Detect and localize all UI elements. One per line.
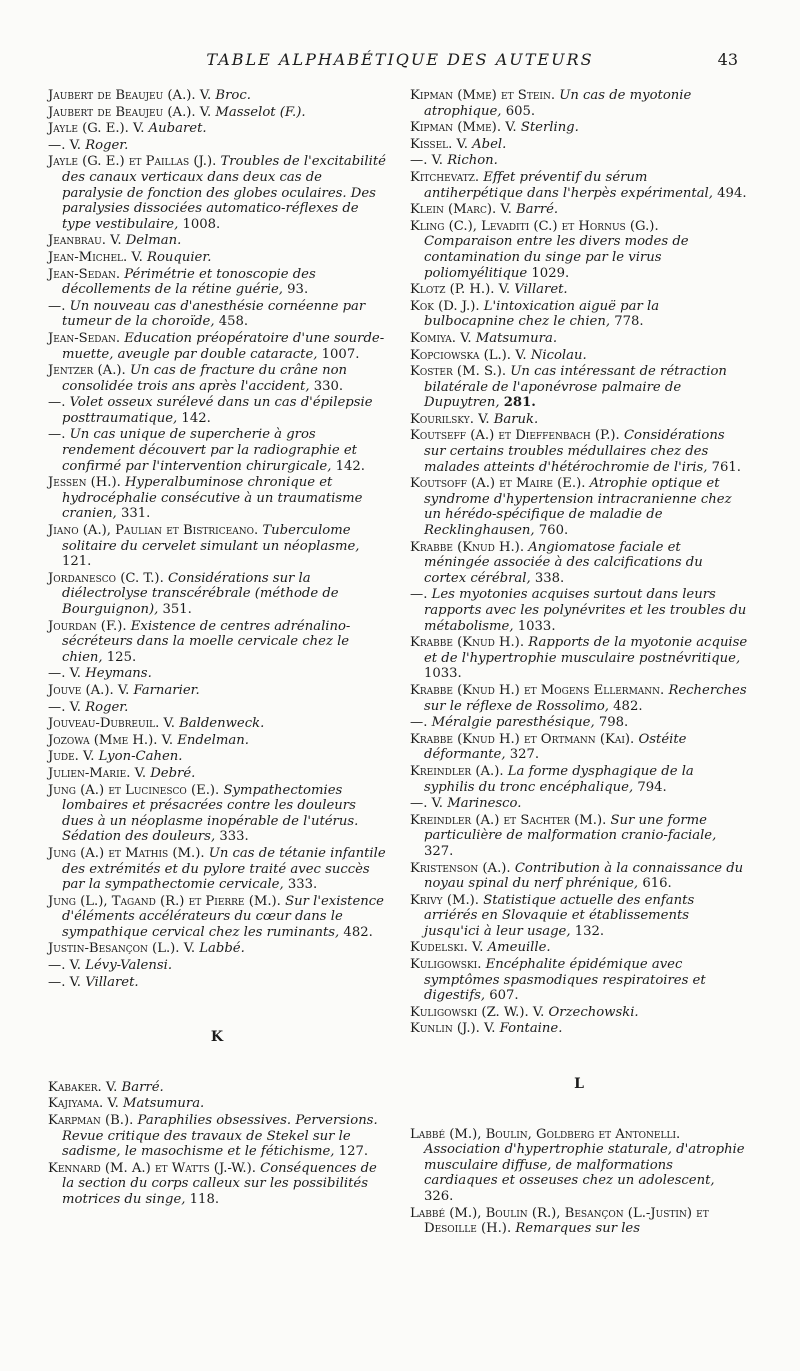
entry-work: Aubaret. bbox=[148, 121, 207, 137]
entry-work: Sympathectomies lombaires et présacrées contre les douleurs dues à un néoplasme inopérable de l'utérus. Sédation des douleurs, bbox=[62, 782, 359, 845]
entry-author: —. bbox=[48, 395, 66, 411]
index-entry bbox=[410, 683, 748, 714]
entry-page: 482. bbox=[608, 698, 643, 714]
entry-author: Kuligowski (Z. W.). bbox=[410, 1004, 529, 1020]
entry-author: Jordanesco (C. T.). bbox=[48, 570, 164, 586]
entry-page: 338. bbox=[530, 570, 565, 586]
entry-separator: V. bbox=[501, 120, 521, 136]
entry-author: Kok (D. J.). bbox=[410, 298, 480, 314]
index-entry bbox=[48, 1080, 386, 1096]
entry-separator: V. bbox=[65, 666, 86, 682]
entry-work: Richon. bbox=[447, 153, 498, 169]
index-entry bbox=[48, 619, 386, 666]
index-entry bbox=[48, 88, 386, 104]
entry-author: —. bbox=[410, 587, 428, 603]
entry-work: Villaret. bbox=[85, 974, 139, 990]
index-entry bbox=[48, 783, 386, 845]
entry-author: Kopciowska (L.). bbox=[410, 347, 512, 363]
entry-page: 1029. bbox=[527, 265, 570, 281]
left-column bbox=[48, 88, 386, 1209]
index-entry bbox=[410, 412, 748, 428]
entry-page: 121. bbox=[62, 554, 92, 570]
entry-author: —. bbox=[410, 715, 428, 731]
index-entry bbox=[48, 683, 386, 699]
entry-author: Kudelski. bbox=[410, 940, 468, 956]
index-entry bbox=[48, 846, 386, 893]
index-entry bbox=[410, 540, 748, 587]
entry-work: La forme dysphagique de la syphilis du tronc encéphalique, bbox=[424, 763, 694, 795]
entry-work: Existence de centres adrénalino-sécréteurs dans la moelle cervicale chez le chien, bbox=[62, 618, 351, 665]
entry-work: Tuberculome solitaire du cervelet simulant un néoplasme, bbox=[62, 523, 360, 554]
entry-author: Karpman (B.). bbox=[48, 1113, 134, 1129]
entry-author: Kunlin (J.). bbox=[410, 1021, 480, 1037]
entry-work: Atrophie optique et syndrome d'hypertension intracranienne chez un hérédo-spécifique de maladie de Recklinghausen, bbox=[424, 476, 732, 539]
index-entry bbox=[48, 733, 386, 749]
entry-work: Encéphalite épidémique avec symptômes spasmodiques respiratoires et digestifs, bbox=[424, 957, 706, 1004]
entry-author: Jourdan (F.). bbox=[48, 618, 127, 634]
entry-author: Krivy (M.). bbox=[410, 892, 479, 908]
index-entry bbox=[48, 105, 386, 121]
entry-separator: V. bbox=[65, 699, 86, 715]
entry-separator: V. bbox=[179, 941, 200, 957]
entry-page: 1007. bbox=[317, 346, 360, 362]
index-entry bbox=[48, 958, 386, 974]
entry-author: Kissel. bbox=[410, 136, 453, 152]
page-number: 43 bbox=[717, 50, 738, 69]
entry-work: Considérations sur certains troubles médullaires chez des malades atteints d'hétérochromie de l'iris, bbox=[424, 428, 725, 475]
entry-separator: V. bbox=[427, 796, 448, 812]
index-entry bbox=[48, 121, 386, 137]
entry-author: Kuligowski. bbox=[410, 957, 482, 973]
entry-work: Delman. bbox=[125, 233, 182, 249]
index-entry bbox=[410, 331, 748, 347]
entry-author: Labbé (M.), Boulin (R.), Besançon (L.-Justin) et Desoille (H.). bbox=[410, 1205, 709, 1237]
entry-separator: V. bbox=[128, 121, 149, 137]
entry-author: Jiano (A.), Paulian et Bistriceano. bbox=[48, 523, 259, 539]
entry-author: Koster (M. S.). bbox=[410, 364, 507, 380]
index-entry bbox=[48, 427, 386, 474]
entry-author: Julien-Marie. bbox=[48, 765, 131, 781]
entry-page: 125. bbox=[102, 649, 137, 665]
index-entry bbox=[48, 138, 386, 154]
index-entry bbox=[410, 1005, 748, 1021]
entry-author: Krabbe (Knud H.). bbox=[410, 635, 525, 651]
entry-page: 761. bbox=[707, 459, 741, 475]
entry-work: Méralgie paresthésique, bbox=[431, 715, 595, 731]
index-entry bbox=[48, 716, 386, 732]
entry-separator: V. bbox=[511, 347, 531, 363]
entry-author: Jayle (G. E.). bbox=[48, 121, 129, 137]
index-entry bbox=[48, 1113, 386, 1160]
entry-page: 778. bbox=[610, 314, 644, 330]
entry-author: Kristenson (A.). bbox=[410, 860, 511, 876]
index-entry bbox=[48, 267, 386, 298]
index-entry bbox=[410, 796, 748, 812]
entry-work: Fontaine. bbox=[499, 1021, 563, 1037]
index-entry bbox=[410, 88, 748, 119]
entry-work: Un cas unique de supercherie à gros rendement découvert par la radiographie et confirmé par l'intervention chirurgicale, bbox=[62, 427, 357, 474]
index-entry bbox=[48, 666, 386, 682]
index-entry bbox=[48, 941, 386, 957]
entry-work: Nicolau. bbox=[530, 347, 587, 363]
entry-author: —. bbox=[48, 298, 66, 314]
running-title: TABLE ALPHABÉTIQUE DES AUTEURS bbox=[206, 50, 594, 69]
entry-page: 616. bbox=[638, 876, 672, 892]
entry-work: Recherches sur le réflexe de Rossolimo, bbox=[424, 682, 747, 714]
entry-page: 798. bbox=[594, 715, 629, 731]
entry-work: Un cas intéressant de rétraction bilatérale de l'aponévrose palmaire de Dupuytren, bbox=[424, 364, 727, 411]
entry-author: Klotz (P. H.). bbox=[410, 282, 495, 298]
entry-author: Kipman (Mme) et Stein. bbox=[410, 88, 556, 103]
entry-separator: V. bbox=[455, 330, 476, 346]
right-column bbox=[410, 88, 748, 1238]
entry-work: Debré. bbox=[150, 765, 196, 781]
entry-page: 794. bbox=[633, 779, 667, 795]
entry-author: Jean-Sedan. bbox=[48, 266, 121, 282]
index-entry bbox=[410, 861, 748, 892]
entry-work: Périmétrie et tonoscopie des décollements de la rétine guérie, bbox=[62, 266, 316, 298]
entry-work: Broc. bbox=[215, 88, 251, 103]
entry-author: Kennard (M. A.) et Watts (J.-W.). bbox=[48, 1160, 256, 1176]
entry-page: 333. bbox=[283, 877, 318, 893]
entry-work: Barré. bbox=[121, 1079, 164, 1095]
index-entry bbox=[410, 120, 748, 136]
entry-work: L'intoxication aiguë par la bulbocapnine chez le chien, bbox=[424, 298, 660, 330]
entry-author: Koutseff (A.) et Dieffenbach (P.). bbox=[410, 428, 620, 444]
entry-author: Klein (Marc). bbox=[410, 202, 497, 218]
entry-separator: V. bbox=[427, 153, 448, 169]
entry-separator: V. bbox=[473, 411, 494, 427]
entry-work: Statistique actuelle des enfants arriérés en Slovaquie et établissements jusqu'ici à leur usage, bbox=[424, 892, 695, 939]
entry-page: 330. bbox=[309, 378, 344, 394]
entry-page: 93. bbox=[282, 282, 309, 298]
entry-separator: V. bbox=[105, 233, 126, 249]
index-entry bbox=[410, 957, 748, 1004]
entry-work: Roger. bbox=[85, 137, 129, 153]
entry-author: Kabaker. bbox=[48, 1079, 102, 1095]
index-entry bbox=[48, 1161, 386, 1208]
entry-author: Kreindler (A.) et Sachter (M.). bbox=[410, 812, 607, 828]
index-entry bbox=[410, 764, 748, 795]
entry-work: Considérations sur la diélectrolyse transcérébrale (méthode de Bourguignon), bbox=[62, 570, 339, 617]
entry-work: Angiomatose faciale et méningée associée à des calcifications du cortex cérébral, bbox=[424, 539, 703, 586]
entry-separator: V. bbox=[452, 136, 473, 152]
entry-work: Farnarier. bbox=[133, 682, 200, 698]
entry-page: 142. bbox=[331, 458, 365, 474]
entry-work: Paraphilies obsessives. Perversions. Revue critique des travaux de Stekel sur le sadisme, le masochisme et le fétichisme, bbox=[62, 1113, 378, 1160]
entry-page: 118. bbox=[185, 1192, 220, 1207]
entry-page: 142. bbox=[177, 410, 211, 426]
entry-author: —. bbox=[48, 666, 66, 682]
entry-work: Troubles de l'excitabilité des canaux verticaux dans deux cas de paralysie de fonction des globes oculaires. Des paralysies dissociées automatico-réflexes de type vestibulaire, bbox=[62, 154, 386, 232]
index-entry bbox=[410, 893, 748, 940]
entry-work: Volet osseux surélevé dans un cas d'épilepsie posttraumatique, bbox=[62, 395, 373, 426]
entry-author: Jeanbrau. bbox=[48, 233, 106, 249]
entry-work: Baruk. bbox=[493, 411, 539, 427]
entry-author: Jaubert de Beaujeu (A.). bbox=[48, 104, 196, 120]
entry-separator: V. bbox=[65, 958, 86, 974]
entry-author: Kreindler (A.). bbox=[410, 763, 504, 779]
entry-separator: V. bbox=[103, 1096, 123, 1112]
entry-work: Association d'hypertrophie staturale, d'atrophie musculaire diffuse, de malformations cardiaques et osseuses chez un adolescent, bbox=[424, 1142, 745, 1189]
entry-separator: V. bbox=[467, 940, 488, 956]
entry-author: Jouve (A.). bbox=[48, 682, 114, 698]
entry-work: Lyon-Cahen. bbox=[98, 749, 183, 765]
entry-work: Les myotonies acquises surtout dans leurs rapports avec les polynévrites et les troubles du métabolisme, bbox=[424, 587, 747, 634]
entry-page: 127. bbox=[334, 1144, 369, 1160]
index-entry bbox=[410, 299, 748, 330]
section-heading: L bbox=[574, 1076, 584, 1093]
index-entry bbox=[410, 170, 748, 201]
entry-author: —. bbox=[410, 796, 428, 812]
index-entry bbox=[48, 233, 386, 249]
entry-work: Sterling. bbox=[520, 120, 579, 136]
entry-page: 458. bbox=[214, 314, 249, 330]
entry-separator: V. bbox=[494, 282, 515, 298]
entry-author: Kourilsky. bbox=[410, 411, 474, 427]
index-entry bbox=[48, 299, 386, 330]
entry-author: Jean-Michel. bbox=[48, 249, 128, 265]
entry-author: —. bbox=[48, 699, 66, 715]
entry-author: Kling (C.), Levaditi (C.) et Hornus (G.). bbox=[410, 218, 659, 234]
entry-work: Rapports de la myotonie acquise et de l'hypertrophie musculaire postnévritique, bbox=[424, 635, 748, 666]
entry-work: Conséquences de la section du corps calleux sur les possibilités motrices du singe, bbox=[62, 1160, 377, 1207]
index-entry bbox=[48, 395, 386, 426]
index-entry bbox=[410, 137, 748, 153]
index-entry bbox=[48, 975, 386, 991]
entry-work: Matsumura. bbox=[122, 1096, 205, 1112]
entry-page: 351. bbox=[158, 602, 192, 617]
entry-author: Jung (A.) et Lucinesco (E.). bbox=[48, 782, 220, 798]
entry-page: 605. bbox=[501, 103, 536, 119]
entry-work: Lévy-Valensi. bbox=[85, 958, 173, 974]
entry-page: 333. bbox=[215, 829, 249, 845]
entry-separator: V. bbox=[496, 202, 516, 218]
entry-separator: V. bbox=[127, 249, 148, 265]
entry-work: Education préopératoire d'une sourde-muette, aveugle par double cataracte, bbox=[62, 330, 385, 362]
entry-author: —. bbox=[48, 958, 66, 974]
index-entry bbox=[48, 331, 386, 362]
index-entry bbox=[48, 250, 386, 266]
entry-page: 326. bbox=[424, 1189, 454, 1204]
entry-author: Jozowa (Mme H.). bbox=[48, 732, 158, 748]
entry-work: Baldenweck. bbox=[179, 716, 265, 732]
index-entry bbox=[410, 282, 748, 298]
entry-author: Kajiyama. bbox=[48, 1096, 104, 1112]
entry-work: Sur l'existence d'éléments accélérateurs du cœur dans le sympathique cervical chez les ruminants, bbox=[62, 893, 384, 940]
index-entry bbox=[410, 476, 748, 538]
entry-separator: V. bbox=[479, 1021, 500, 1037]
entry-author: Jouveau-Dubreuil. bbox=[48, 716, 160, 732]
section-heading: K bbox=[210, 1029, 224, 1046]
entry-work: Orzechowski. bbox=[548, 1004, 639, 1020]
index-entry bbox=[48, 1096, 386, 1112]
entry-work: Un cas de fracture du crâne non consolidée trois ans après l'accident, bbox=[62, 363, 348, 394]
entry-work: Labbé. bbox=[199, 941, 245, 957]
entry-author: Kitchevatz. bbox=[410, 169, 480, 185]
index-entry bbox=[410, 153, 748, 169]
entry-author: Krabbe (Knud H.) et Mogens Ellermann. bbox=[410, 682, 665, 698]
index-entry bbox=[410, 202, 748, 218]
entry-author: —. bbox=[48, 974, 66, 990]
entry-author: Krabbe (Knud H.) et Ortmann (Kai). bbox=[410, 731, 635, 747]
entry-separator: V. bbox=[157, 732, 178, 748]
entry-separator: V. bbox=[528, 1004, 549, 1020]
index-entry bbox=[410, 715, 748, 731]
entry-page: 607. bbox=[485, 988, 519, 1004]
entry-author: Justin-Besançon (L.). bbox=[48, 941, 180, 957]
entry-author: Labbé (M.), Boulin, Goldberg et Antonelli. bbox=[410, 1126, 681, 1142]
entry-separator: V. bbox=[195, 104, 216, 120]
entry-author: Komiya. bbox=[410, 330, 456, 346]
index-entry bbox=[48, 571, 386, 618]
entry-page: 331. bbox=[116, 506, 151, 522]
entry-page: 1008. bbox=[178, 216, 221, 232]
entry-work: Un cas de myotonie atrophique, bbox=[424, 88, 692, 119]
index-entry bbox=[48, 766, 386, 782]
entry-work: Comparaison entre les divers modes de contamination du singe par le virus poliomyélitique bbox=[424, 234, 689, 281]
entry-work: Villaret. bbox=[514, 282, 568, 298]
entry-author: Jean-Sedan. bbox=[48, 330, 121, 346]
index-entry bbox=[410, 1206, 748, 1237]
entry-work: Matsumura. bbox=[475, 330, 558, 346]
index-entry bbox=[410, 635, 748, 682]
index-entry bbox=[410, 219, 748, 281]
entry-author: —. bbox=[48, 427, 66, 443]
entry-separator: V. bbox=[113, 682, 134, 698]
entry-work: Hyperalbuminose chronique et hydrocéphalie consécutive à un traumatisme cranien, bbox=[62, 475, 363, 522]
entry-page: 1033. bbox=[513, 618, 556, 634]
entry-work: Effet préventif du sérum antiherpétique dans l'herpès expérimental, bbox=[424, 169, 713, 201]
entry-separator: V. bbox=[65, 137, 86, 153]
index-entry bbox=[410, 813, 748, 860]
entry-author: Jentzer (A.). bbox=[48, 363, 126, 379]
entry-work: Masselot (F.). bbox=[215, 104, 306, 120]
entry-page: 482. bbox=[339, 924, 373, 940]
entry-author: Koutsoff (A.) et Maire (E.). bbox=[410, 476, 586, 492]
index-entry bbox=[410, 1021, 748, 1037]
entry-page-bold: 281. bbox=[503, 395, 536, 411]
entry-separator: V. bbox=[195, 88, 216, 103]
entry-page: 760. bbox=[534, 523, 569, 539]
index-entry bbox=[410, 587, 748, 634]
entry-separator: V. bbox=[101, 1079, 122, 1095]
entry-author: Jung (A.) et Mathis (M.). bbox=[48, 845, 205, 861]
index-entry bbox=[410, 364, 748, 411]
index-entry bbox=[410, 732, 748, 763]
entry-page: 494. bbox=[712, 185, 747, 201]
index-entry bbox=[410, 428, 748, 475]
entry-separator: V. bbox=[159, 716, 180, 732]
entry-work: Remarques sur les bbox=[515, 1221, 640, 1237]
entry-work: Un cas de tétanie infantile des extrémités et du pylore traité avec succès par la sympathectomie cervicale, bbox=[62, 845, 386, 893]
entry-work: Rouquier. bbox=[147, 249, 212, 265]
index-entry bbox=[410, 940, 748, 956]
entry-author: Jude. bbox=[48, 749, 79, 765]
entry-author: Jessen (H.). bbox=[48, 475, 121, 491]
index-entry bbox=[48, 894, 386, 941]
entry-author: —. bbox=[410, 153, 428, 169]
entry-separator: V. bbox=[130, 765, 151, 781]
entry-author: Jung (L.), Tagand (R.) et Pierre (M.). bbox=[48, 893, 281, 909]
entry-work: Barré. bbox=[515, 202, 559, 218]
entry-author: Krabbe (Knud H.). bbox=[410, 539, 525, 555]
entry-page: 327. bbox=[505, 747, 540, 763]
index-entry bbox=[410, 348, 748, 364]
index-entry bbox=[48, 523, 386, 570]
entry-author: —. bbox=[48, 137, 66, 153]
index-entry bbox=[48, 363, 386, 394]
entry-work: Marinesco. bbox=[447, 796, 522, 812]
entry-page: 1033. bbox=[424, 666, 462, 682]
entry-work: Endelman. bbox=[177, 732, 249, 748]
entry-author: Jayle (G. E.) et Paillas (J.). bbox=[48, 154, 217, 170]
entry-author: Jaubert de Beaujeu (A.). bbox=[48, 88, 196, 103]
entry-separator: V. bbox=[65, 974, 86, 990]
entry-page: 327. bbox=[424, 843, 454, 859]
index-entry bbox=[48, 700, 386, 716]
entry-author: Kipman (Mme). bbox=[410, 120, 502, 136]
entry-separator: V. bbox=[78, 749, 99, 765]
index-entry bbox=[48, 749, 386, 765]
index-entry bbox=[48, 154, 386, 232]
entry-work: Roger. bbox=[85, 699, 129, 715]
entry-work: Abel. bbox=[472, 136, 507, 152]
entry-work: Un nouveau cas d'anesthésie cornéenne par tumeur de la choroïde, bbox=[62, 298, 366, 330]
entry-work: Sur une forme particulière de malformation cranio-faciale, bbox=[424, 812, 717, 844]
entry-work: Heymans. bbox=[85, 666, 152, 682]
entry-work: Ameuille. bbox=[487, 940, 551, 956]
index-entry bbox=[48, 475, 386, 522]
index-entry bbox=[410, 1127, 748, 1205]
entry-work: Ostéite déformante, bbox=[424, 731, 687, 763]
entry-page: 132. bbox=[570, 923, 605, 939]
entry-work: Contribution à la connaissance du noyau spinal du nerf phrénique, bbox=[424, 860, 744, 892]
